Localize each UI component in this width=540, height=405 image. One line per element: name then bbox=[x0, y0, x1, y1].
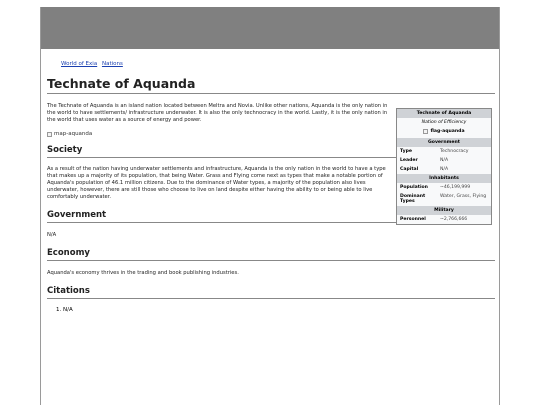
breadcrumb bbox=[61, 61, 495, 67]
infobox-section-inhabitants: Inhabitants bbox=[397, 174, 491, 183]
flag-image-alt: flag-aquanda bbox=[430, 129, 465, 134]
breadcrumb-link-nations[interactable]: Nations bbox=[101, 61, 123, 67]
society-paragraph: As a result of the nation having underwater settlements and infrastructure, Aquanda is the only nation in the world to have a type that makes up a majority of its population, that being Water. Grass and Flying come next as types that make a notable portion of Aquanda's population of 46.1 million citizens. Due to the dominance of Water types, a majority of the population also lives underwater, however, there are still those who choose to live on land despite either having the ability to or being able to live comfortably underwater. bbox=[47, 166, 386, 200]
infobox-value: ~2,766,666 bbox=[440, 217, 468, 222]
map-image-alt: map-aquanda bbox=[54, 131, 93, 137]
infobox-row-capital bbox=[397, 165, 491, 174]
infobox-value: N/A bbox=[440, 158, 449, 163]
infobox-flag bbox=[397, 127, 491, 138]
infobox-label: Leader bbox=[400, 158, 418, 163]
infobox-label: Capital bbox=[400, 167, 419, 172]
infobox-value: ~46,199,999 bbox=[440, 185, 471, 190]
section-heading-economy: Economy bbox=[47, 248, 495, 261]
infobox-row-personnel bbox=[397, 215, 491, 224]
infobox-label: Type bbox=[400, 149, 412, 154]
infobox-section-military: Military bbox=[397, 206, 491, 215]
section-heading-government: Government bbox=[47, 210, 397, 223]
infobox-value: Water, Grass, Flying bbox=[440, 194, 487, 199]
page-title: Technate of Aquanda bbox=[47, 76, 495, 94]
breadcrumb-link-world[interactable]: World of Exia bbox=[61, 61, 98, 67]
infobox-value: N/A bbox=[440, 167, 449, 172]
section-heading-citations: Citations bbox=[47, 286, 495, 299]
infobox-label: Population bbox=[400, 185, 428, 190]
citation-item: 1. N/A bbox=[63, 307, 495, 313]
infobox-section-government: Government bbox=[397, 138, 491, 147]
government-paragraph: N/A bbox=[47, 232, 57, 238]
section-heading-society: Society bbox=[47, 145, 397, 158]
infobox-row-dominant-types bbox=[397, 192, 491, 206]
infobox bbox=[396, 108, 492, 225]
infobox-row-type bbox=[397, 147, 491, 156]
site-header bbox=[41, 7, 499, 49]
citations-list bbox=[47, 307, 495, 313]
broken-image-icon bbox=[47, 132, 52, 137]
infobox-title: Technate of Aquanda bbox=[397, 109, 491, 118]
infobox-value: Technocracy bbox=[440, 149, 469, 154]
infobox-subtitle: Nation of Efficiency bbox=[421, 120, 467, 125]
infobox-label: Personnel bbox=[400, 217, 426, 222]
infobox-row-leader bbox=[397, 156, 491, 165]
infobox-row-population bbox=[397, 183, 491, 192]
broken-image-icon bbox=[423, 129, 428, 134]
infobox-label: Dominant Types bbox=[400, 194, 426, 204]
economy-paragraph: Aquanda's economy thrives in the trading and book publishing industries. bbox=[47, 270, 239, 276]
intro-paragraph: The Technate of Aquanda is an island nation located between Meltra and Novia. Unlike other nations, Aquanda is the only nation in the world to have settlements/ infrastructure underwater. It is also the only technocracy in the world. Lastly, it is the only nation in the world that uses water as a source of energy and power. bbox=[47, 103, 388, 123]
